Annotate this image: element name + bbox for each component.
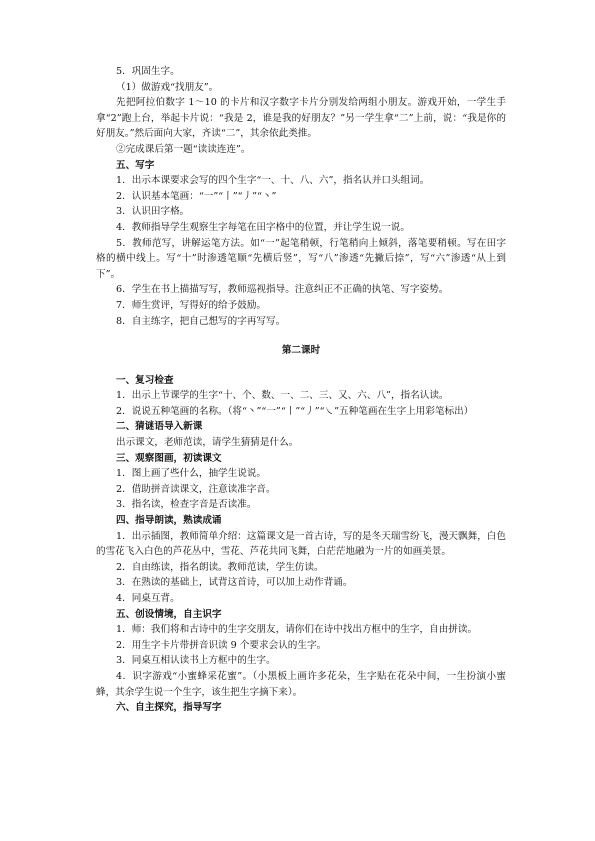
paragraph: 5．巩固生字。 (116, 66, 180, 77)
paragraph: 3．指名读，检查字音是否读准。 (116, 499, 257, 511)
paragraph: 1．图上画了些什么，抽学生说说。 (116, 468, 267, 480)
paragraph: 3．在熟读的基础上，试背这首诗，可以加上动作背诵。 (116, 577, 353, 589)
paragraph: 出示课文，老师范读，请学生猜猜是什么。 (116, 437, 299, 449)
paragraph: 1．出示本课要求会写的四个生字“一、十、八、六”，指名认并口头组词。 (116, 175, 430, 187)
paragraph: 2．说说五种笔画的名称。（将“丶”“一”“丨”“丿”“㇏”五种笔画在生字上用彩笔标出） (116, 405, 474, 417)
section-heading: 五、写字 (116, 159, 155, 171)
paragraph: 6．学生在书上描描写写，教师巡视指导。注意纠正不正确的执笔、写字姿势。 (116, 284, 449, 296)
document-body (96, 64, 506, 716)
paragraph: （1）做游戏“找朋友”。 (116, 81, 219, 93)
section-heading: 四、指导朗读，熟读成诵 (116, 515, 222, 527)
paragraph: 3．同桌互相认读书上方框中的生字。 (116, 655, 276, 667)
paragraph: 1．出示上节课学的生字“十、个、数、一、二、三、又、六、八”，指名认读。 (116, 390, 449, 402)
section-heading: 五、创设情境，自主识字 (116, 608, 222, 620)
section-heading: 六、自主探究，指导写字 (116, 702, 222, 714)
section-heading: 三、观察图画，初读课文 (116, 452, 222, 464)
paragraph: 1．出示插图，教师简单介绍：这篇课文是一首古诗，写的是冬天瑞雪纷飞，漫天飘舞，白色的雪花飞入白色的芦花丛中，雪花、芦花共同飞舞，白茫茫地融为一片的如画美景。 (96, 530, 506, 558)
paragraph: 4．教师指导学生观察生字每笔在田字格中的位置，并让学生说一说。 (116, 221, 410, 233)
paragraph: 2．借助拼音读课文，注意读准字音。 (116, 483, 276, 495)
section-heading: 一、复习检查 (116, 374, 174, 386)
paragraph: ②完成课后第一题“读读连连”。 (116, 143, 251, 155)
lesson-title: 第二课时 (281, 345, 321, 357)
paragraph: 1．师：我们将和古诗中的生字交朋友，请你们在诗中找出方框中的生字，自由拼读。 (116, 624, 478, 636)
paragraph: 8．自主练字，把自己想写的字再写写。 (116, 315, 286, 327)
paragraph: 7．师生赏评，写得好的给予鼓励。 (116, 299, 267, 311)
paragraph: 2．认识基本笔画：“一”“丨”“丿”“丶” (116, 190, 277, 202)
section-heading: 二、猜谜语导入新课 (116, 421, 203, 433)
paragraph: 2．自由练读，指名朗读。教师范读，学生仿读。 (116, 561, 324, 573)
paragraph: 2．用生字卡片带拼音识读 9 个要求会认的生字。 (116, 639, 327, 651)
paragraph: 3．认识田字格。 (116, 206, 190, 218)
paragraph: 4．识字游戏“小蜜蜂采花蜜”。（小黑板上画许多花朵，生字贴在花朵中间，一生扮演小蜜蜂，其余学生说一个生字，该生把生字摘下来）。 (96, 670, 506, 698)
paragraph: 先把阿拉伯数字 1～10 的卡片和汉字数字卡片分别发给两组小朋友。游戏开始，一学生手拿“2”跑上台，举起卡片说：“我是 2，谁是我的好朋友？”另一学生拿“二”上前，说：“我是你的好朋友。”然后面向大家，齐读“二”，其余依此类推。 (96, 97, 506, 140)
paragraph: 4．同桌互背。 (116, 593, 180, 604)
paragraph: 5．教师范写，讲解运笔方法。如“一”起笔稍顿，行笔稍向上倾斜，落笔要稍顿。写在田字格的横中线上。写“十”时渗透笔顺“先横后竖”，写“八”渗透“先撇后捺”，写“六”渗透“从上到下”。 (96, 237, 506, 280)
